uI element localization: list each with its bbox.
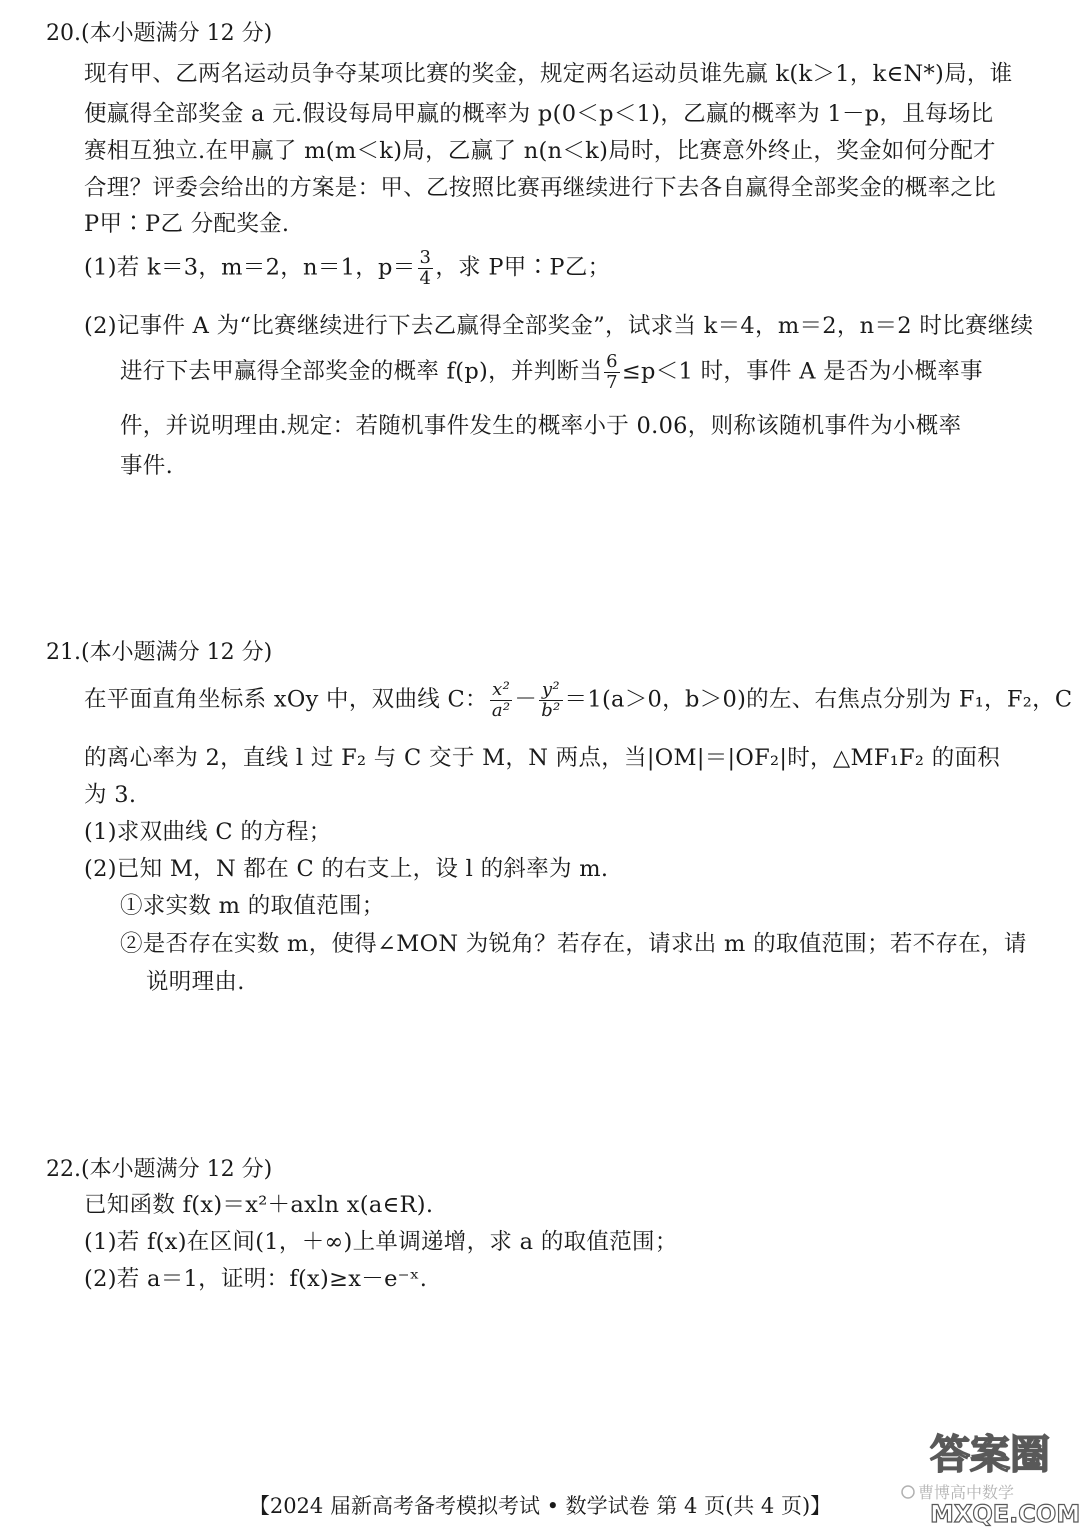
q22-points: (本小题满分 12 分) [81, 1157, 273, 1182]
q20-part-2-line-2: 进行下去甲赢得全部奖金的概率 f(p)，并判断当 $\frac{6}{7}$ ≤p＜1 时，事件 A 是否为小概率事 [120, 351, 983, 393]
watermark-site: MXQE.COM [930, 1500, 1080, 1528]
q21-sub-2-line-2: 说明理由. [146, 969, 245, 995]
q20-number: 20. [46, 21, 81, 46]
q20-part-2-line-4: 事件. [120, 453, 174, 479]
q20-body-line-3: 赛相互独立.在甲赢了 m(m＜k)局，乙赢了 n(n＜k)局时，比赛意外终止，奖金如何分配才 [84, 138, 996, 164]
q20-part-2-line-1: (2)记事件 A 为“比赛继续进行下去乙赢得全部奖金”，试求当 k＝4，m＝2，n＝2 时比赛继续 [84, 313, 1034, 339]
watermark-account: 曹博高中数学 [918, 1483, 1015, 1502]
q20-heading [46, 16, 272, 47]
q21-line-3: 为 3. [84, 782, 137, 808]
q21-sub-2-line-1: ②是否存在实数 m，使得∠MON 为锐角？若存在，请求出 m 的取值范围；若不存在，请 [120, 931, 1027, 957]
q20-part-2-line-3: 件，并说明理由.规定：若随机事件发生的概率小于 0.06，则称该随机事件为小概率 [120, 413, 962, 439]
q21-part-1: (1)求双曲线 C 的方程； [84, 819, 332, 845]
q20-points: (本小题满分 12 分) [81, 21, 273, 46]
q22-number: 22. [46, 1157, 81, 1182]
q22-line-1: 已知函数 f(x)＝x²＋axln x(a∈R). [84, 1192, 434, 1218]
q22-part-1: (1)若 f(x)在区间(1，＋∞)上单调递增，求 a 的取值范围； [84, 1229, 678, 1255]
q20-body-line-1: 现有甲、乙两名运动员争夺某项比赛的奖金，规定两名运动员谁先赢 k(k＞1，k∈N*)局，谁 [84, 61, 1013, 87]
q21-heading [46, 635, 272, 666]
watermark-graphic [900, 1420, 1080, 1528]
fraction-x2-a2: $\frac{\text{x²}}{\text{a²}}$ [491, 679, 511, 721]
q21-number: 21. [46, 640, 81, 665]
q22-part-2: (2)若 a＝1，证明：f(x)≥x－e⁻ˣ. [84, 1266, 428, 1292]
q20-body-line-4: 合理？评委会给出的方案是：甲、乙按照比赛再继续进行下去各自赢得全部奖金的概率之比 [84, 175, 997, 201]
fraction-six-sevenths: $\frac{6}{7}$ [606, 351, 618, 393]
q21-line-2: 的离心率为 2，直线 l 过 F₂ 与 C 交于 M，N 两点，当|OM|＝|OF₂|时，△MF₁F₂ 的面积 [84, 745, 1001, 771]
q22-heading [46, 1152, 272, 1183]
q20-part-1: (1)若 k＝3，m＝2，n＝1，p＝ $\frac{3}{4}$ ，求 P甲∶P乙； [84, 247, 611, 289]
watermark-logo [900, 1420, 1080, 1528]
fraction-y2-b2: $\frac{\text{y²}}{\text{b²}}$ [541, 679, 561, 721]
fraction-three-quarters: $\frac{3}{4}$ [419, 247, 432, 289]
q21-part-2: (2)已知 M，N 都在 C 的右支上，设 l 的斜率为 m. [84, 856, 609, 882]
q21-points: (本小题满分 12 分) [81, 640, 273, 665]
q21-line-1: 在平面直角坐标系 xOy 中，双曲线 C： $\frac{\text{x²}}{\text{a²}}$ － $\frac{\text{y²}}{\text{b²}}$ ＝1(a＞0，b＞0)的左、右焦点分别为 F₁，F₂，C [84, 679, 1073, 721]
page-footer: 【2024 届新高考备考模拟考试 • 数学试卷 第 4 页(共 4 页)】 [248, 1494, 832, 1518]
q20-body-line-5: P甲∶P乙 分配奖金. [84, 211, 290, 237]
wechat-icon [902, 1486, 914, 1498]
watermark-logo-text: 答案圈 [930, 1432, 1050, 1478]
q21-sub-1: ①求实数 m 的取值范围； [120, 893, 385, 919]
q20-body-line-2: 便赢得全部奖金 a 元.假设每局甲赢的概率为 p(0＜p＜1)，乙赢的概率为 1－p，且每场比 [84, 101, 994, 127]
